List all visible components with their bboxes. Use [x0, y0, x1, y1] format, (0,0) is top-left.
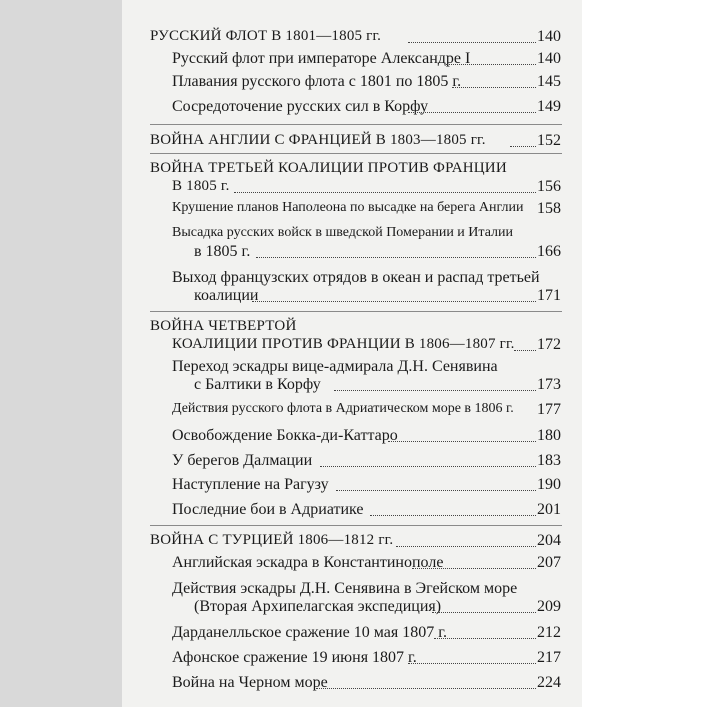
- toc-leader: [408, 663, 536, 664]
- toc-subentry-title: Переход эскадры вице-адмирала Д.Н. Сенявина: [172, 358, 498, 375]
- toc-subentry-title: Наступление на Рагузу: [172, 476, 329, 493]
- toc-subentry-title-cont: с Балтики в Корфу: [194, 376, 321, 393]
- section-divider: [150, 525, 562, 526]
- toc-page-number: 224: [537, 674, 561, 691]
- toc-leader: [408, 42, 536, 43]
- toc-leader: [396, 546, 536, 547]
- toc-page-number: 212: [537, 624, 561, 641]
- toc-page-number: 204: [537, 532, 561, 549]
- toc-subentry-title: Сосредоточение русских сил в Корфу: [172, 98, 429, 115]
- toc-leader: [320, 466, 536, 467]
- toc-subentry-title: Крушение планов Наполеона по высадке на берега Англии: [172, 200, 524, 215]
- toc-section-title-cont: КОАЛИЦИИ ПРОТИВ ФРАНЦИИ В 1806—1807 гг.: [172, 336, 515, 352]
- toc-subentry-title-cont: коалиции: [194, 287, 259, 304]
- toc-leader: [334, 390, 536, 391]
- toc-leader: [388, 441, 536, 442]
- toc-subentry-title: Освобождение Бокка-ди-Каттаро: [172, 427, 398, 444]
- toc-subentry-title: Русский флот при императоре Александре I: [172, 50, 471, 67]
- toc-leader: [510, 146, 536, 147]
- toc-subentry-title-cont: (Вторая Архипелагская экспедиция): [194, 598, 442, 615]
- toc-section-title: РУССКИЙ ФЛОТ В 1801—1805 гг.: [150, 28, 382, 44]
- toc-page-number: 156: [537, 178, 561, 195]
- toc-section-title: ВОЙНА ТРЕТЬЕЙ КОАЛИЦИИ ПРОТИВ ФРАНЦИИ: [150, 160, 507, 176]
- toc-subentry-title: Действия эскадры Д.Н. Сенявина в Эгейском море: [172, 580, 518, 597]
- toc-page-number: 140: [537, 50, 561, 67]
- toc-subentry-title: Выход французских отрядов в океан и распад третьей: [172, 269, 540, 286]
- section-divider: [150, 311, 562, 312]
- toc-page-number: 158: [537, 200, 561, 217]
- toc-subentry-title: У берегов Далмации: [172, 452, 313, 469]
- toc-leader: [514, 350, 536, 351]
- toc-page-number: 166: [537, 243, 561, 260]
- toc-leader: [446, 64, 536, 65]
- toc-page-number: 207: [537, 554, 561, 571]
- toc-subentry-title: Плавания русского флота с 1801 по 1805 г.: [172, 73, 462, 90]
- toc-subentry-title: Последние бои в Адриатике: [172, 501, 364, 518]
- toc-page-number: 149: [537, 98, 561, 115]
- toc-page-number: 190: [537, 476, 561, 493]
- toc-page-number: 201: [537, 501, 561, 518]
- toc-page-number: 171: [537, 287, 561, 304]
- toc-page-number: 183: [537, 452, 561, 469]
- toc-page-number: 172: [537, 336, 561, 353]
- section-divider: [150, 124, 562, 125]
- toc-page-number: 209: [537, 598, 561, 615]
- toc-section-title: ВОЙНА С ТУРЦИЕЙ 1806—1812 гг.: [150, 532, 394, 548]
- toc-subentry-title: Английская эскадра в Константинополе: [172, 554, 444, 571]
- toc-leader: [434, 638, 536, 639]
- toc-section-title-cont: В 1805 г.: [172, 178, 230, 194]
- toc-page-number: 152: [537, 132, 561, 149]
- toc-leader: [412, 568, 536, 569]
- toc-leader: [432, 612, 536, 613]
- toc-subentry-title: Война на Черном море: [172, 674, 328, 691]
- toc-leader: [370, 515, 536, 516]
- toc-subentry-title-cont: в 1805 г.: [194, 243, 251, 260]
- toc-page-number: 140: [537, 28, 561, 45]
- toc-subentry-title: Действия русского флота в Адриатическом море в 1806 г.: [172, 401, 514, 416]
- toc-leader: [336, 490, 536, 491]
- toc-section-title: ВОЙНА АНГЛИИ С ФРАНЦИЕЙ В 1803—1805 гг.: [150, 132, 486, 148]
- page-edge: [582, 0, 707, 707]
- toc-leader: [256, 257, 536, 258]
- toc-subentry-title: Дарданелльское сражение 10 мая 1807 г.: [172, 624, 447, 641]
- toc-leader: [316, 688, 536, 689]
- section-divider: [150, 153, 562, 154]
- toc-leader: [452, 87, 536, 88]
- toc-section-title: ВОЙНА ЧЕТВЕРТОЙ: [150, 318, 297, 334]
- toc-page-number: 217: [537, 649, 561, 666]
- toc-subentry-title: Высадка русских войск в шведской Померании и Италии: [172, 225, 514, 240]
- toc-page-number: 173: [537, 376, 561, 393]
- toc-page-number: 180: [537, 427, 561, 444]
- toc-leader: [234, 192, 536, 193]
- toc-leader: [408, 112, 536, 113]
- toc-page-number: 145: [537, 73, 561, 90]
- toc-subentry-title: Афонское сражение 19 июня 1807 г.: [172, 649, 417, 666]
- toc-page-number: 177: [537, 401, 561, 418]
- toc-leader: [252, 301, 536, 302]
